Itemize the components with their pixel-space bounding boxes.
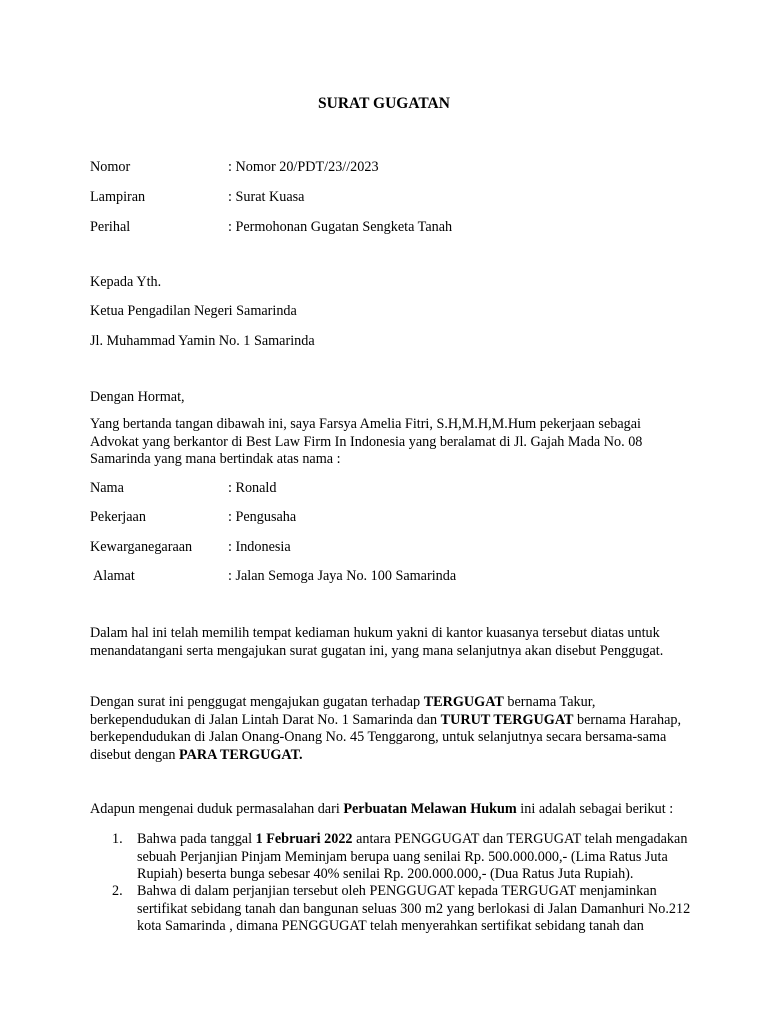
field-value: : Jalan Semoga Jaya No. 100 Samarinda [228,568,457,584]
domicile-paragraph [90,625,670,660]
text-run: ini adalah sebagai berikut : [516,801,674,817]
addressee-salutation: Kepada Yth. [90,274,162,290]
domicile-line: menandatangani serta mengajukan surat gugatan ini, yang mana selanjutnya akan disebut Penggugat. [90,642,664,659]
addressee-line-2: Jl. Muhammad Yamin No. 1 Samarinda [90,333,315,349]
field-value: : Pengusaha [228,509,297,525]
addressee-line-1: Ketua Pengadilan Negeri Samarinda [90,303,297,319]
field-value: : Surat Kuasa [228,189,305,205]
text-run: antara PENGGUGAT dan TERGUGAT telah mengadakan [352,831,688,847]
text-run: Dengan surat ini penggugat mengajukan gugatan terhadap [90,694,424,710]
field-value: : Ronald [228,480,277,496]
text-run: Bahwa pada tanggal [137,831,256,847]
document-title: SURAT GUGATAN [318,95,450,112]
field-label: Kewarganegaraan [90,539,193,555]
list-number: 1. [112,831,123,847]
case-intro [90,801,673,818]
list-body [137,831,687,884]
field-value: : Permohonan Gugatan Sengketa Tanah [228,219,453,235]
defendants-line [90,747,670,765]
list-line: Bahwa di dalam perjanjian tersebut oleh PENGGUGAT kepada TERGUGAT menjaminkan [137,883,657,899]
text-run: bernama Harahap, [573,711,682,728]
text-run: bernama Takur, [503,694,596,710]
text-run: disebut dengan [90,746,180,763]
intro-line: Samarinda yang mana bertindak atas nama : [90,451,341,468]
intro-line: Advokat yang berkantor di Best Law Firm In Indonesia yang beralamat di Jl. Gajah Mada No. 08 [90,433,643,450]
field-label: Nama [90,480,124,496]
list-line: sebuah Perjanjian Pinjam Meminjam berupa uang senilai Rp. 500.000.000,- (Lima Ratus Juta [137,848,668,865]
intro-line: Yang bertanda tangan dibawah ini, saya Farsya Amelia Fitri, S.H,M.H,M.Hum pekerjaan sebagai [90,416,641,432]
field-label: Alamat [93,568,135,584]
defendants-paragraph [90,694,682,764]
list-number: 2. [112,883,123,899]
field-value: : Nomor 20/PDT/23//2023 [228,159,379,175]
intro-paragraph [90,416,670,469]
text-run: Adapun mengenai duduk permasalahan dari [90,801,344,817]
greeting: Dengan Hormat, [90,389,185,405]
field-value: : Indonesia [228,539,291,555]
bold-run: 1 Februari 2022 [255,831,353,847]
bold-run: PARA TERGUGAT. [179,746,303,763]
list-line: Rupiah) beserta bunga sebesar 40% senilai Rp. 200.000.000,- (Dua Ratus Juta Rupiah). [137,866,634,883]
bold-run: TERGUGAT [423,694,504,710]
text-run: berkependudukan di Jalan Lintah Darat No. 1 Samarinda dan [90,711,441,728]
list-line: sertifikat sebidang tanah dan bangunan seluas 300 m2 yang berlokasi di Jalan Damanhuri No.212 [137,900,691,917]
field-label: Nomor [90,159,131,175]
list-line [137,831,687,849]
domicile-line: Dalam hal ini telah memilih tempat kediaman hukum yakni di kantor kuasanya tersebut diatas untuk [90,625,660,641]
defendants-line [90,711,682,730]
bold-run: Perbuatan Melawan Hukum [343,801,517,817]
field-label: Pekerjaan [90,509,146,525]
defendants-line [90,694,670,712]
list-body [137,883,690,936]
field-label: Lampiran [90,189,146,205]
bold-run: TURUT TERGUGAT [440,711,574,728]
list-line: kota Samarinda , dimana PENGGUGAT telah menyerahkan sertifikat sebidang tanah dan [137,918,644,935]
defendants-line: berkependudukan di Jalan Onang-Onang No. 45 Tenggarong, untuk selanjutnya secara bersama-sama [90,729,667,746]
field-label: Perihal [90,219,131,235]
